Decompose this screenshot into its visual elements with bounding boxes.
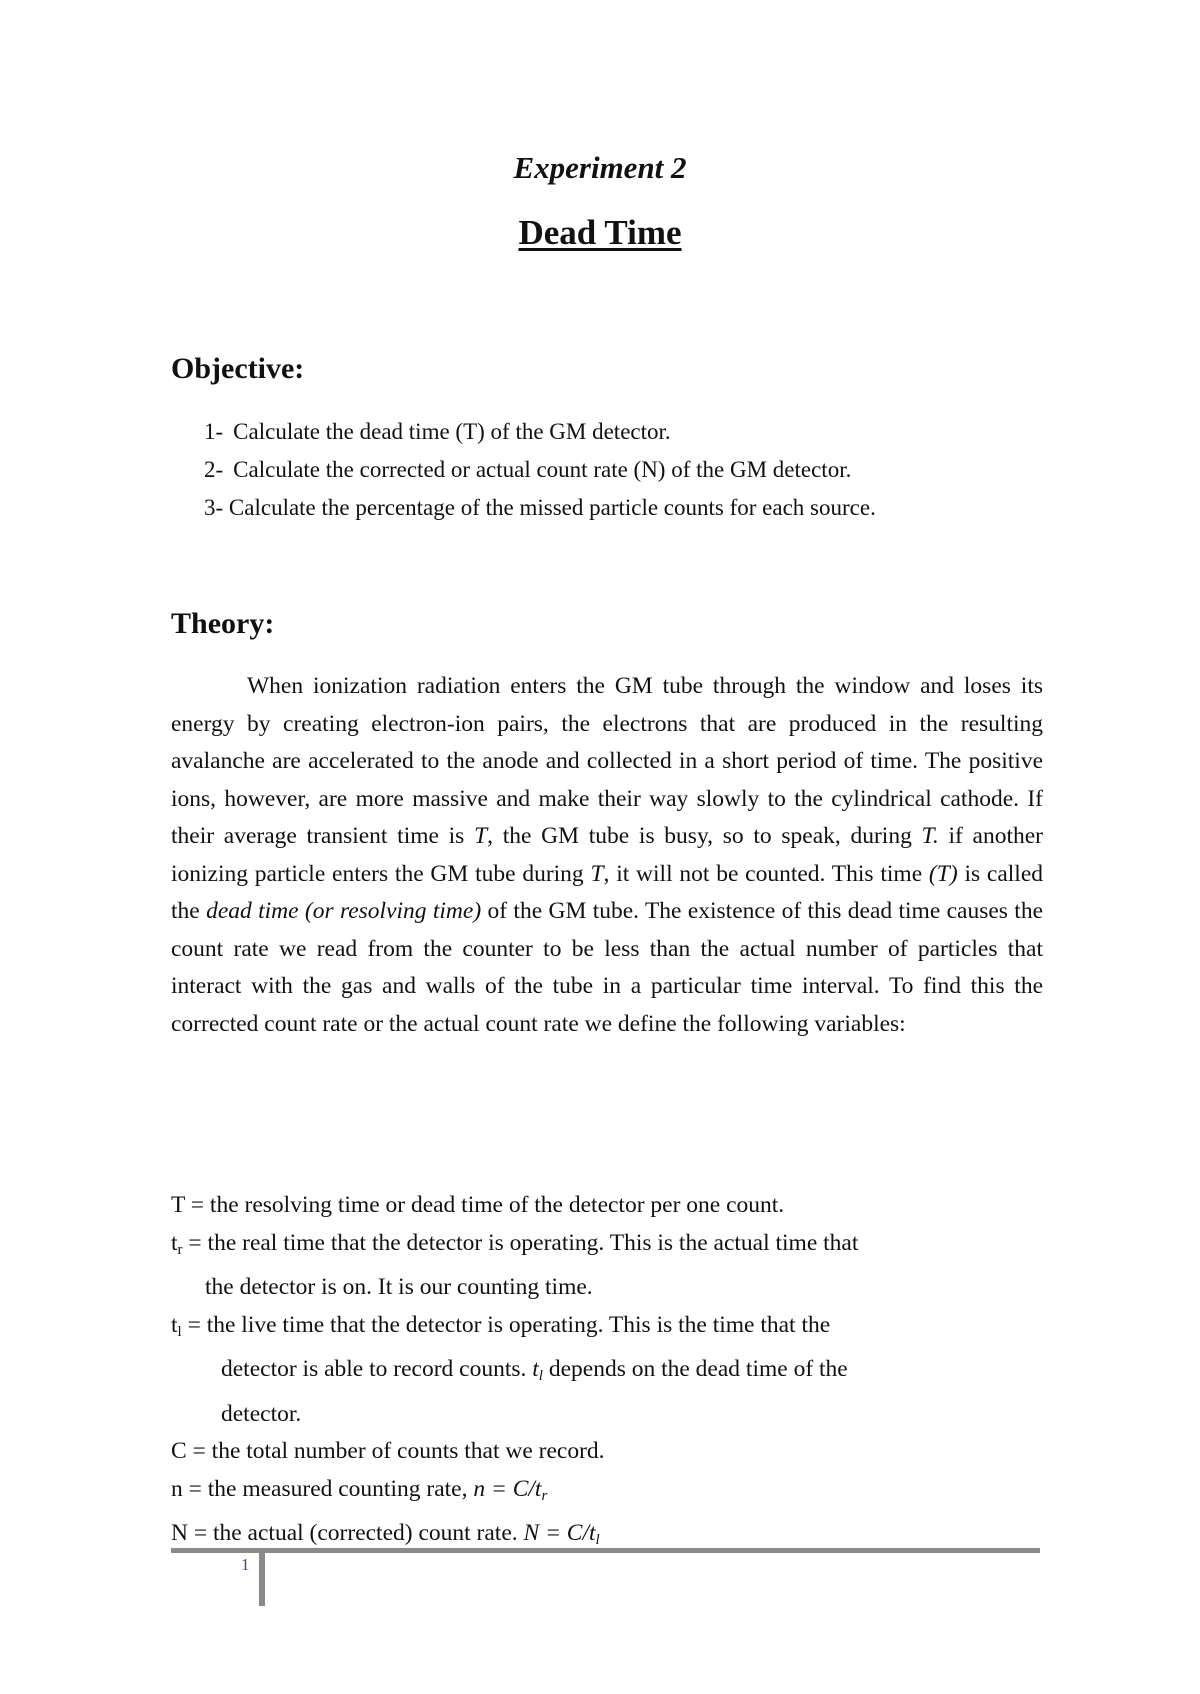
- page-number: 1: [241, 1555, 250, 1574]
- theory-symbol: T: [590, 860, 604, 887]
- theory-text: , it will not be counted. This time: [603, 860, 929, 887]
- objective-text: Calculate the percentage of the missed particle counts for each source.: [228, 495, 876, 520]
- experiment-label: Experiment 2: [513, 150, 687, 185]
- objective-text: Calculate the dead time (T) of the GM detector.: [233, 419, 671, 444]
- formula-subscript: r: [541, 1487, 548, 1504]
- objective-text: Calculate the corrected or actual count rate (N) of the GM detector.: [233, 457, 852, 482]
- definition-continuation: detector.: [221, 1400, 302, 1427]
- objective-item: [204, 489, 876, 527]
- theory-text: is called the: [171, 860, 1043, 924]
- definition-C: C = the total number of counts that we record.: [171, 1438, 605, 1464]
- definition-text: = the live time that the detector is operating. This is the time that the: [181, 1311, 831, 1338]
- theory-symbol: T: [474, 823, 488, 849]
- objective-number: 1-: [204, 419, 224, 444]
- definition-T: T = the resolving time or dead time of the detector per one count.: [171, 1192, 785, 1218]
- definition-text: detector is able to record counts.: [221, 1356, 533, 1382]
- definition-continuation: [171, 1351, 1051, 1396]
- theory-text: When ionization radiation enters the GM tube through the window and loses its energy by creating electron-ion pairs, the electrons that are produced in the resulting avalanche are accelerated to the anode and collected in a short period of time. The positive ions, however, are more massive and make their way slowly to the cylindrical cathode. If their average transient time is: [171, 673, 1043, 849]
- theory-symbol: (T): [928, 860, 958, 887]
- definition-text: depends on the dead time of the: [542, 1356, 848, 1382]
- definition-continuation: the detector is on. It is our counting time.: [205, 1274, 593, 1300]
- definition-symbol: t: [532, 1356, 539, 1382]
- objective-number: 3-: [204, 495, 224, 520]
- objective-number: 2-: [204, 457, 224, 482]
- footer-rule: [171, 1548, 1040, 1553]
- definition-symbol: t: [171, 1311, 178, 1338]
- theory-heading: Theory:: [171, 607, 275, 640]
- objective-item: [204, 451, 876, 489]
- definition-tl: [171, 1307, 1051, 1352]
- objective-heading: Objective:: [171, 352, 305, 385]
- definition-tr: [171, 1225, 1051, 1270]
- objective-item: [204, 413, 876, 451]
- definition-text: n = the measured counting rate,: [171, 1475, 474, 1502]
- definition-symbol: t: [171, 1229, 178, 1256]
- definition-subscript: l: [538, 1368, 543, 1384]
- theory-emphasis: dead time (or resolving time): [206, 898, 482, 924]
- definition-n: [171, 1471, 1051, 1516]
- theory-text: if another ionizing particle enters the GM tube during: [171, 823, 1043, 887]
- theory-symbol: T.: [921, 823, 939, 849]
- objective-list: [204, 413, 876, 527]
- theory-text: , the GM tube is busy, so to speak, during: [487, 823, 922, 849]
- definition-subscript: l: [177, 1323, 182, 1340]
- definition-text: N = the actual (corrected) count rate.: [171, 1520, 524, 1546]
- theory-paragraph: [171, 668, 1043, 1043]
- formula: N = C/t: [523, 1520, 596, 1546]
- theory-text: of the GM tube. The existence of this dead time causes the count rate we read from the counter to be less than the actual number of particles that interact with the gas and walls of the tube in a particular time interval. To find this the corrected count rate or the actual count rate we define the following variables:: [171, 898, 1043, 1037]
- formula: n = C/t: [473, 1475, 542, 1502]
- footer-divider: [259, 1548, 265, 1606]
- page-title: Dead Time: [518, 213, 682, 252]
- variable-definitions: [171, 1187, 1051, 1560]
- definition-subscript: r: [177, 1241, 183, 1258]
- definition-text: = the real time that the detector is operating. This is the actual time that: [182, 1229, 859, 1256]
- formula-subscript: l: [595, 1532, 600, 1548]
